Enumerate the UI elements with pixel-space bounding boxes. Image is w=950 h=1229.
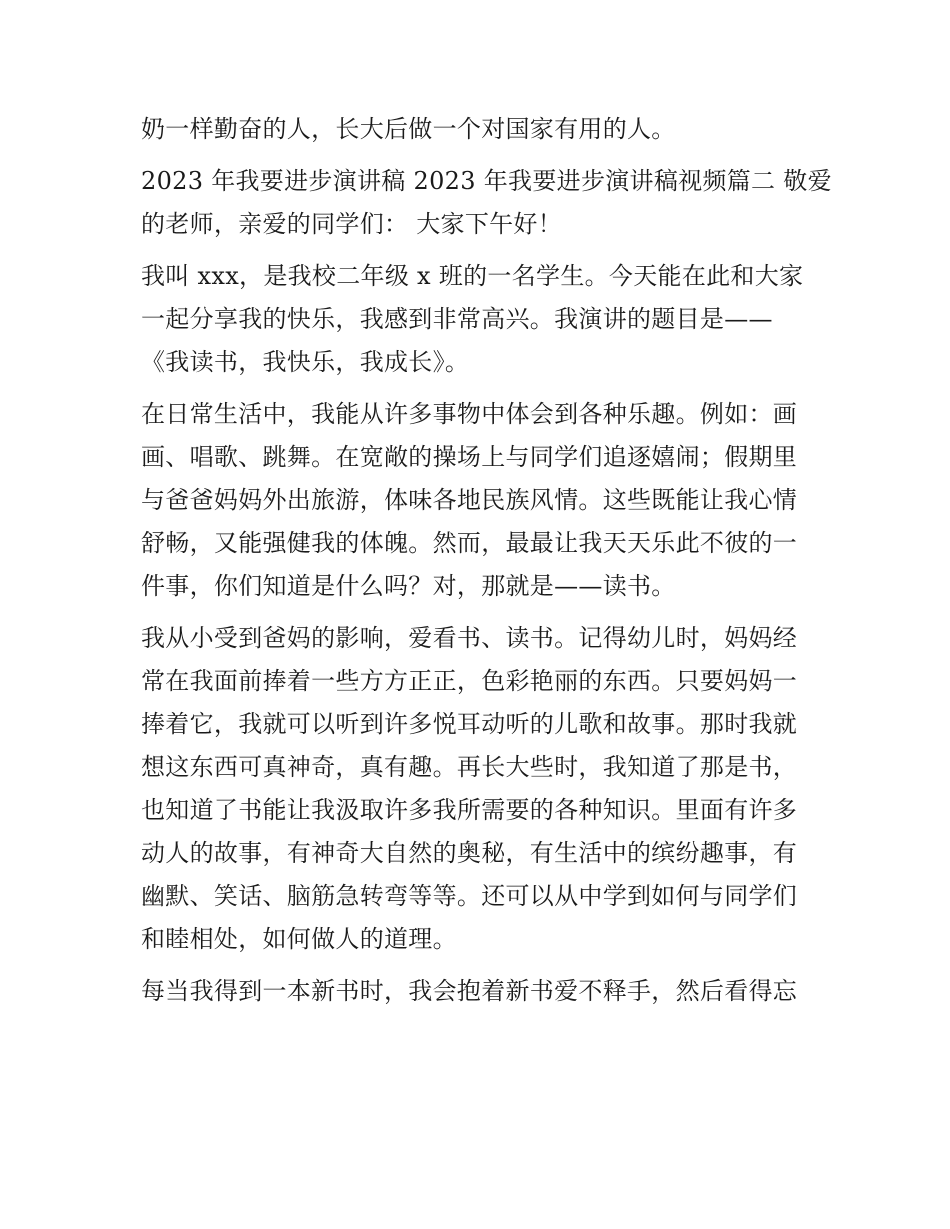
text-line: 在日常生活中，我能从许多事物中体会到各种乐趣。例如：画 <box>141 400 798 428</box>
text-line: 每当我得到一本新书时，我会抱着新书爱不释手，然后看得忘 <box>141 977 798 1005</box>
paragraph <box>141 393 813 608</box>
text-line: 一起分享我的快乐，我感到非常高兴。我演讲的题目是—— <box>141 305 773 333</box>
text-line: 常在我面前捧着一些方方正正，色彩艳丽的东西。只要妈妈一 <box>141 667 798 695</box>
document-body <box>141 108 832 1013</box>
paragraph <box>141 255 813 384</box>
text-line: 件事，你们知道是什么吗？对，那就是——读书。 <box>141 572 676 600</box>
text-line: 奶一样勤奋的人，长大后做一个对国家有用的人。 <box>141 115 676 143</box>
text-line: 和睦相处，如何做人的道理。 <box>141 925 457 953</box>
text-line: 我从小受到爸妈的影响，爱看书、读书。记得幼儿时，妈妈经 <box>141 624 798 652</box>
text-line: 与爸爸妈妈外出旅游，体味各地民族风情。这些既能让我心情 <box>141 486 798 514</box>
text-line: 我叫 xxx，是我校二年级 x 班的一名学生。今天能在此和大家 <box>141 262 804 290</box>
text-line: 2023 年我要进步演讲稿 2023 年我要进步演讲稿视频篇二 敬爱 <box>141 167 832 195</box>
text-line: 幽默、笑话、脑筋急转弯等等。还可以从中学到如何与同学们 <box>141 882 798 910</box>
paragraph <box>141 160 832 246</box>
text-line: 画、唱歌、跳舞。在宽敞的操场上与同学们追逐嬉闹；假期里 <box>141 443 798 471</box>
paragraph <box>141 617 813 961</box>
text-line: 舒畅，又能强健我的体魄。然而，最最让我天天乐此不彼的一 <box>141 529 798 557</box>
text-line: 的老师，亲爱的同学们： 大家下午好！ <box>141 210 563 238</box>
text-line: 捧着它，我就可以听到许多悦耳动听的儿歌和故事。那时我就 <box>141 710 798 738</box>
paragraph <box>141 970 813 1013</box>
text-line: 动人的故事，有神奇大自然的奥秘，有生活中的缤纷趣事，有 <box>141 839 798 867</box>
text-line: 想这东西可真神奇，真有趣。再长大些时，我知道了那是书， <box>141 753 798 781</box>
text-line: 《我读书，我快乐，我成长》。 <box>141 348 470 376</box>
text-line: 也知道了书能让我汲取许多我所需要的各种知识。里面有许多 <box>141 796 798 824</box>
paragraph <box>141 108 813 151</box>
